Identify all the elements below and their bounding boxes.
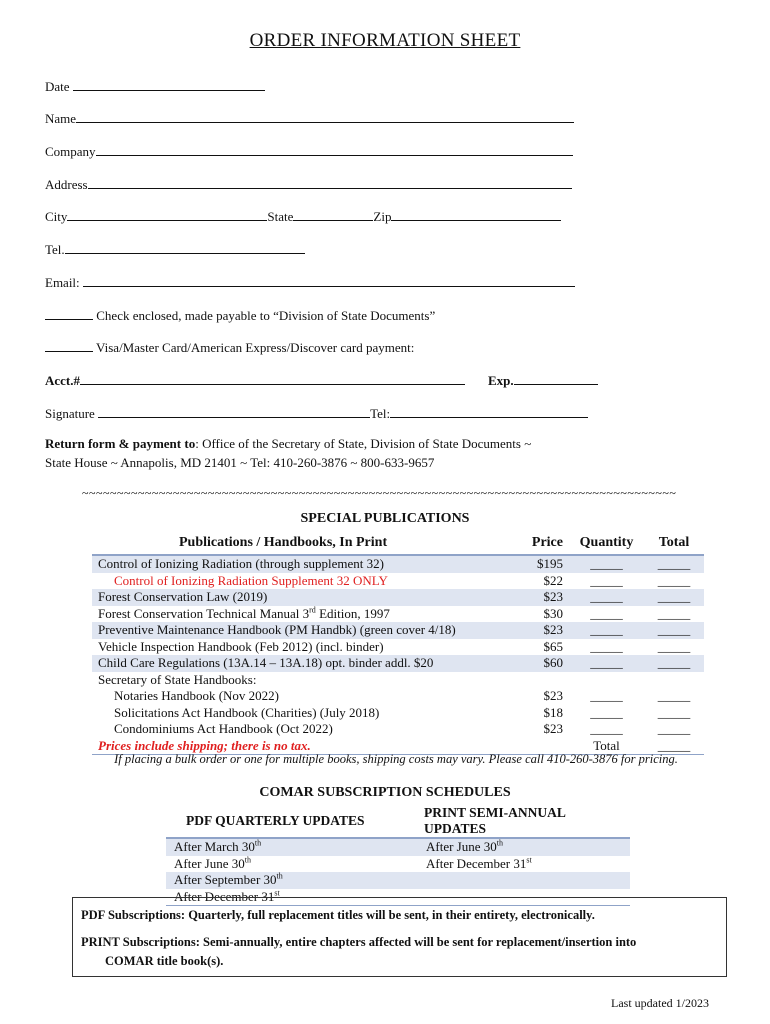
email-field[interactable] (83, 274, 575, 287)
company-field[interactable] (96, 143, 573, 156)
card-label: Visa/Master Card/American Express/Discover card payment: (96, 340, 415, 355)
table-row (92, 639, 704, 656)
header-print: PRINT SEMI-ANNUAL UPDATES (418, 805, 630, 838)
return-line-1 (45, 436, 531, 452)
table-row (92, 589, 704, 606)
acct-row (45, 372, 465, 389)
city-field[interactable] (67, 208, 267, 221)
quantity-blank[interactable]: _____ (590, 704, 623, 720)
header-price: Price (503, 533, 569, 555)
address-row (45, 176, 572, 193)
pub-name: Condominiums Act Handbook (Oct 2022) (114, 721, 333, 737)
pdf-date: After June 30th (174, 855, 251, 871)
sig-tel-field[interactable] (390, 405, 588, 418)
signature-field[interactable] (98, 405, 370, 418)
total-blank[interactable]: _____ (657, 572, 691, 588)
acct-label: Acct.# (45, 373, 81, 388)
pub-price: $23 (503, 589, 569, 606)
subscription-info-box (72, 897, 727, 977)
header-total: Total (644, 533, 704, 555)
address-label: Address (45, 177, 88, 192)
state-label: State (267, 209, 294, 224)
pub-name: Secretary of State Handbooks: (98, 671, 257, 687)
page-title: ORDER INFORMATION SHEET (249, 30, 521, 51)
pub-price: $23 (543, 721, 563, 737)
print-date: After December 31st (426, 855, 532, 871)
pub-price: $22 (543, 572, 563, 588)
separator: ~~~~~~~~~~~~~~~~~~~~~~~~~~~~~~~~~~~~~~~~~~~~~~~~~~~~~~~~~~~~~~~~~~~~~~~~~~~~~~~~~~~~~ (82, 486, 677, 500)
acct-field[interactable] (80, 372, 465, 385)
pub-price: $195 (503, 555, 569, 573)
state-field[interactable] (293, 208, 373, 221)
exp-label: Exp. (488, 373, 514, 388)
card-row (45, 339, 414, 356)
table-row (92, 688, 704, 705)
return-text-1: : Office of the Secretary of State, Division of State Documents ~ (195, 436, 532, 451)
total-blank[interactable]: _____ (644, 655, 704, 672)
total-blank[interactable]: _____ (657, 721, 691, 737)
grand-total-blank[interactable]: _____ (644, 738, 704, 755)
table-row (92, 606, 704, 623)
check-label: Check enclosed, made payable to “Division of State Documents” (96, 308, 436, 323)
quantity-blank[interactable]: _____ (569, 655, 644, 672)
signature-row (45, 405, 588, 422)
total-blank[interactable]: _____ (657, 704, 691, 720)
date-label: Date (45, 79, 70, 94)
name-label: Name (45, 111, 77, 126)
table-row (92, 705, 704, 722)
table-row (92, 721, 704, 738)
card-blank[interactable] (45, 339, 93, 352)
tel-row (45, 241, 305, 258)
header-quantity: Quantity (569, 533, 644, 555)
special-publications-title: SPECIAL PUBLICATIONS (300, 511, 470, 526)
quantity-blank[interactable]: _____ (569, 589, 644, 606)
publications-table (92, 533, 704, 755)
pub-price: $23 (503, 622, 569, 639)
table-row (166, 838, 630, 856)
check-blank[interactable] (45, 307, 93, 320)
pub-price: $23 (543, 688, 563, 704)
quantity-blank[interactable]: _____ (590, 688, 623, 704)
quantity-blank[interactable]: _____ (590, 638, 623, 654)
print-date: After June 30th (418, 838, 630, 856)
name-row (45, 110, 574, 127)
table-row (166, 856, 630, 873)
bulk-order-note: If placing a bulk order or one for multiple books, shipping costs may vary. Please call 410-260-3876 for pricing. (114, 752, 678, 766)
total-blank[interactable]: _____ (644, 622, 704, 639)
quantity-blank[interactable]: _____ (590, 605, 623, 621)
sig-tel-label: Tel: (370, 406, 391, 421)
return-line-2: State House ~ Annapolis, MD 21401 ~ Tel: 410-260-3876 ~ 800-633-9657 (45, 455, 435, 470)
date-field[interactable] (73, 78, 265, 91)
exp-row (488, 372, 598, 389)
pub-name: Preventive Maintenance Handbook (PM Handbk) (green cover 4/18) (92, 622, 503, 639)
total-label: Total (569, 738, 644, 755)
pub-price: $65 (543, 638, 563, 654)
zip-field[interactable] (391, 208, 561, 221)
comar-table (166, 805, 630, 906)
shipping-note: Prices include shipping; there is no tax. (92, 738, 503, 755)
company-row (45, 143, 573, 160)
pub-price: $60 (503, 655, 569, 672)
comar-title: COMAR SUBSCRIPTION SCHEDULES (259, 785, 511, 800)
quantity-blank[interactable]: _____ (569, 622, 644, 639)
print-subscription-text-1: PRINT Subscriptions: Semi-annually, entire chapters affected will be sent for replacement/insertion into (81, 935, 637, 949)
date-row (45, 78, 265, 95)
pdf-date: After September 30th (166, 872, 418, 889)
quantity-blank[interactable]: _____ (590, 572, 623, 588)
total-blank[interactable]: _____ (657, 605, 691, 621)
city-state-zip-row (45, 208, 561, 225)
table-row (166, 872, 630, 889)
table-row (92, 555, 704, 573)
last-updated: Last updated 1/2023 (611, 996, 709, 1010)
pub-name: Solicitations Act Handbook (Charities) (July 2018) (114, 704, 380, 720)
quantity-blank[interactable]: _____ (590, 721, 623, 737)
email-label: Email: (45, 275, 80, 290)
header-pdf: PDF QUARTERLY UPDATES (166, 805, 418, 838)
tel-label: Tel. (45, 242, 65, 257)
pub-name: Control of Ionizing Radiation Supplement 32 ONLY (114, 572, 388, 588)
zip-label: Zip (373, 209, 392, 224)
pdf-date: After March 30th (166, 838, 418, 856)
pub-name: Control of Ionizing Radiation (through supplement 32) (92, 555, 503, 573)
total-blank[interactable]: _____ (657, 688, 691, 704)
pub-price: $30 (543, 605, 563, 621)
pub-name: Notaries Handbook (Nov 2022) (114, 688, 279, 704)
check-row (45, 307, 435, 324)
pub-price: $18 (543, 704, 563, 720)
pdf-date: After December 31st (166, 889, 418, 906)
pub-name: Child Care Regulations (13A.14 – 13A.18) opt. binder addl. $20 (92, 655, 503, 672)
pub-name: Forest Conservation Technical Manual 3rd Edition, 1997 (98, 605, 390, 621)
tel-field[interactable] (65, 241, 305, 254)
return-label: Return form & payment to (45, 436, 196, 451)
total-blank[interactable]: _____ (644, 555, 704, 573)
print-date (418, 872, 630, 889)
city-label: City (45, 209, 68, 224)
email-row (45, 274, 575, 291)
pdf-subscription-text: PDF Subscriptions: Quarterly, full replacement titles will be sent, in their entirety, electronically. (81, 908, 595, 922)
total-blank[interactable]: _____ (657, 638, 691, 654)
header-publications: Publications / Handbooks, In Print (92, 533, 503, 555)
pub-name: Vehicle Inspection Handbook (Feb 2012) (incl. binder) (98, 638, 384, 654)
table-row (92, 655, 704, 672)
exp-field[interactable] (514, 372, 598, 385)
table-row (92, 622, 704, 639)
print-subscription-text-2: COMAR title book(s). (105, 954, 224, 968)
table-row (92, 573, 704, 590)
signature-label: Signature (45, 406, 95, 421)
pub-name: Forest Conservation Law (2019) (92, 589, 503, 606)
address-field[interactable] (88, 176, 572, 189)
total-blank[interactable]: _____ (644, 589, 704, 606)
quantity-blank[interactable]: _____ (569, 555, 644, 573)
table-row (92, 672, 704, 689)
name-field[interactable] (76, 110, 574, 123)
company-label: Company (45, 144, 96, 159)
